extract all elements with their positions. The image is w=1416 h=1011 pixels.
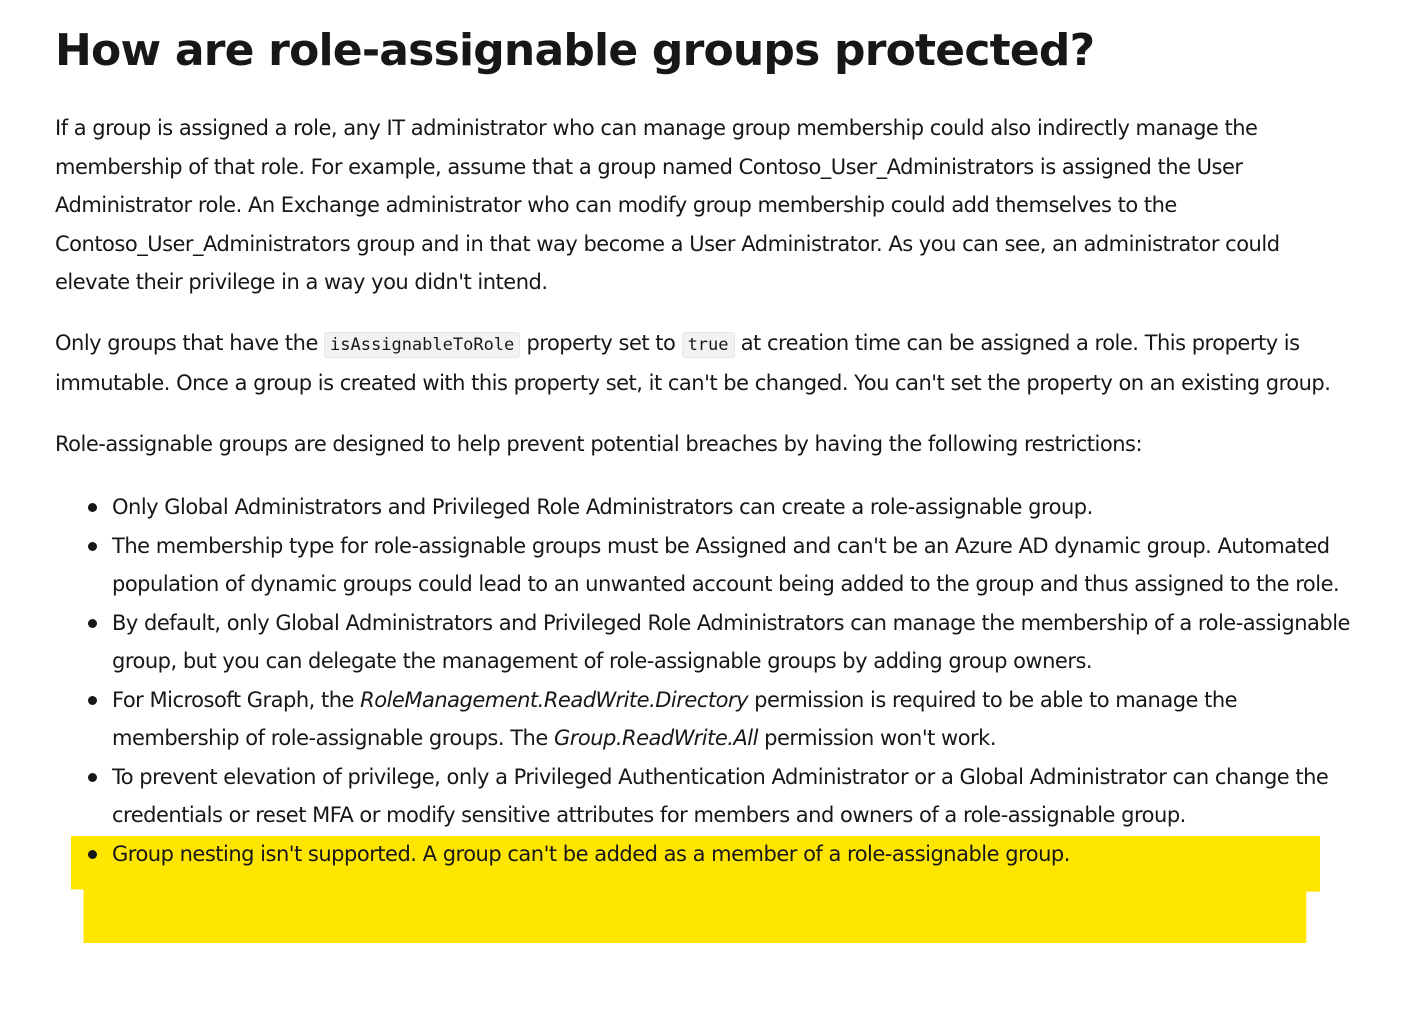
code-isassignabletorole: isAssignableToRole [324, 332, 520, 358]
permission-rolemanagement: RoleManagement.ReadWrite.Directory [360, 687, 748, 712]
list-item-text [112, 688, 1237, 751]
property-paragraph [55, 324, 1355, 403]
graph-text-2: permission is required to be able to manage the membership of role-assignable groups. The [112, 687, 1238, 750]
permission-group-readwrite: Group.ReadWrite.All [553, 726, 758, 750]
list-item-text: To prevent elevation of privilege, only a Privileged Authentication Administrator or a Global Administrator can change the credentials or reset MFA or modify sensitive attributes for members and owners of a role-assignable group. [112, 764, 1329, 827]
list-item-highlighted [55, 758, 1355, 835]
property-text-1: Only groups that have the [55, 330, 325, 355]
list-item-text: Group nesting isn't supported. A group can't be added as a member of a role-assignable group. [112, 841, 1070, 866]
list-item [55, 488, 1355, 527]
list-item [55, 681, 1355, 758]
list-item-text: Only Global Administrators and Privileged Role Administrators can create a role-assignable group. [112, 495, 1093, 519]
bullet-icon [88, 503, 97, 512]
code-true: true [682, 332, 735, 358]
list-item [55, 604, 1355, 681]
bullet-icon [88, 696, 97, 705]
intro-paragraph: If a group is assigned a role, any IT administrator who can manage group membership could also indirectly manage the membership of that role. For example, assume that a group named Contoso_User_Administrators is assigned the User Administrator role. An Exchange administrator who can modify group membership could add themselves to the Contoso_User_Administrators group and in that way become a User Administrator. As you can see, an administrator could elevate their privilege in a way you didn't intend. [55, 116, 1280, 294]
property-text-3: at creation time can be assigned a role. This property is immutable. Once a group is created with this property set, it can't be changed. You can't set the property on an existing group. [55, 330, 1331, 395]
graph-text-3: permission won't work. [757, 726, 997, 750]
property-text-2: property set to [520, 330, 682, 355]
bullet-icon [88, 850, 97, 859]
bullet-icon [88, 542, 97, 551]
page-title: How are role-assignable groups protected? [55, 25, 1095, 76]
list-item-text: By default, only Global Administrators and Privileged Role Administrators can manage the membership of a role-assignable group, but you can delegate the management of role-assignable groups by adding group owners. [112, 610, 1350, 673]
bullet-icon [88, 619, 97, 628]
restrictions-intro: Role-assignable groups are designed to help prevent potential breaches by having the following restrictions: [55, 431, 1143, 456]
list-item [55, 527, 1355, 604]
graph-text-1: For Microsoft Graph, the [112, 687, 361, 712]
bullet-icon [88, 773, 97, 782]
list-item [55, 835, 1355, 874]
article-content [55, 18, 1355, 873]
list-item-text: The membership type for role-assignable groups must be Assigned and can't be an Azure AD dynamic group. Automated population of dynamic groups could lead to an unwanted account being added to the group and thus assigned to the role. [112, 533, 1340, 596]
restrictions-list [55, 488, 1355, 873]
